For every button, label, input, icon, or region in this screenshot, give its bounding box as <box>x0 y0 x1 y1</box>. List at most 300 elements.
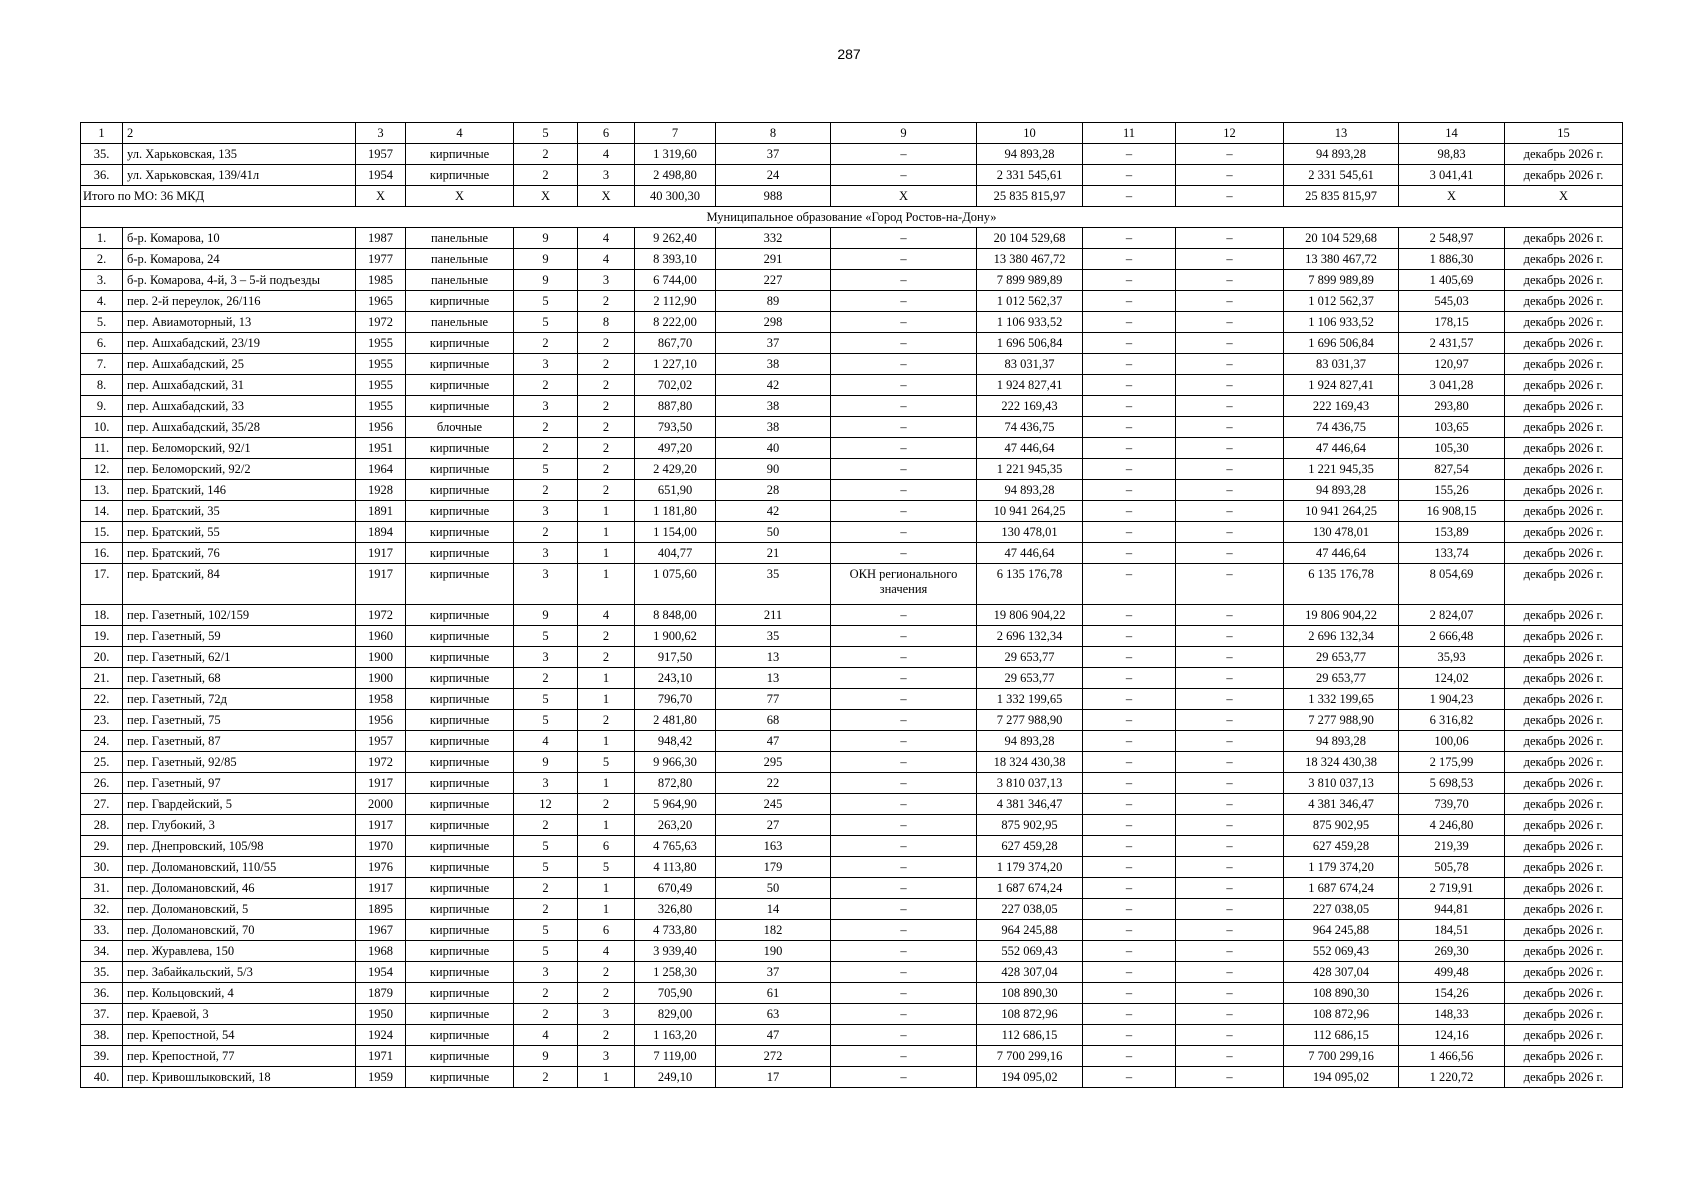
cell-col-1: 15. <box>81 522 123 543</box>
cell-col-14: 4 246,80 <box>1399 815 1505 836</box>
cell-col-13: 4 381 346,47 <box>1284 794 1399 815</box>
cell-col-6: 4 <box>578 228 635 249</box>
table-row <box>81 878 1623 899</box>
cell-col-11: – <box>1083 689 1176 710</box>
cell-col-5: 4 <box>514 1025 578 1046</box>
cell-col-5: 12 <box>514 794 578 815</box>
cell-col-1: 17. <box>81 564 123 605</box>
cell-col-8: 211 <box>716 605 831 626</box>
cell-col-8: 50 <box>716 878 831 899</box>
cell-col-14: 148,33 <box>1399 1004 1505 1025</box>
cell-col-9: – <box>831 333 977 354</box>
cell-col-2: ул. Харьковская, 135 <box>123 144 356 165</box>
cell-col-10: 20 104 529,68 <box>977 228 1083 249</box>
cell-col-15: декабрь 2026 г. <box>1505 144 1623 165</box>
cell-col-14: 944,81 <box>1399 899 1505 920</box>
cell-col-3: 1972 <box>356 752 406 773</box>
cell-col-9: – <box>831 312 977 333</box>
table-row <box>81 668 1623 689</box>
cell-col-11: – <box>1083 354 1176 375</box>
cell-col-9: – <box>831 1067 977 1088</box>
cell-col-11: – <box>1083 668 1176 689</box>
cell-col-6: 2 <box>578 480 635 501</box>
cell-col-12: – <box>1176 941 1284 962</box>
cell-col-11: – <box>1083 501 1176 522</box>
cell-col-10: 2 696 132,34 <box>977 626 1083 647</box>
cell-col-9: – <box>831 605 977 626</box>
cell-col-4: кирпичные <box>406 899 514 920</box>
cell-col-3: 1957 <box>356 144 406 165</box>
cell-col-11: – <box>1083 773 1176 794</box>
cell-col-6: 2 <box>578 417 635 438</box>
table-row <box>81 480 1623 501</box>
cell-col-4: кирпичные <box>406 731 514 752</box>
cell-col-2: пер. Доломановский, 110/55 <box>123 857 356 878</box>
cell-col-2: пер. Беломорский, 92/1 <box>123 438 356 459</box>
table-row <box>81 1067 1623 1088</box>
cell-col-12: – <box>1176 564 1284 605</box>
cell-col-13: 20 104 529,68 <box>1284 228 1399 249</box>
table-row <box>81 312 1623 333</box>
cell-col-15: декабрь 2026 г. <box>1505 501 1623 522</box>
cell-col-11: – <box>1083 1004 1176 1025</box>
cell-col-4: кирпичные <box>406 480 514 501</box>
cell-col-8: 291 <box>716 249 831 270</box>
cell-col-12: – <box>1176 773 1284 794</box>
cell-col-14: 1 904,23 <box>1399 689 1505 710</box>
section-title: Муниципальное образование «Город Ростов-на-Дону» <box>81 207 1623 228</box>
cell-col-4: кирпичные <box>406 773 514 794</box>
cell-col-12: – <box>1176 920 1284 941</box>
cell-col-15: декабрь 2026 г. <box>1505 165 1623 186</box>
cell-col-14: 14 <box>1399 123 1505 144</box>
table-row <box>81 794 1623 815</box>
cell-col-15: декабрь 2026 г. <box>1505 668 1623 689</box>
cell-col-11: – <box>1083 249 1176 270</box>
cell-col-5: 2 <box>514 878 578 899</box>
cell-col-5: 3 <box>514 647 578 668</box>
cell-col-12: – <box>1176 333 1284 354</box>
cell-col-6: 2 <box>578 333 635 354</box>
cell-col-1: 1 <box>81 123 123 144</box>
cell-col-15: декабрь 2026 г. <box>1505 438 1623 459</box>
cell-col-14: 105,30 <box>1399 438 1505 459</box>
cell-col-5: 2 <box>514 480 578 501</box>
cell-col-13: 1 924 827,41 <box>1284 375 1399 396</box>
cell-col-8: 63 <box>716 1004 831 1025</box>
table-row <box>81 710 1623 731</box>
cell-col-9: – <box>831 249 977 270</box>
cell-col-10: 194 095,02 <box>977 1067 1083 1088</box>
cell-col-11: – <box>1083 522 1176 543</box>
cell-col-1: 28. <box>81 815 123 836</box>
cell-col-14: 124,02 <box>1399 668 1505 689</box>
cell-col-9: – <box>831 731 977 752</box>
cell-col-4: кирпичные <box>406 438 514 459</box>
cell-col-4: кирпичные <box>406 647 514 668</box>
cell-col-7: 8 222,00 <box>635 312 716 333</box>
cell-col-2: ул. Харьковская, 139/41л <box>123 165 356 186</box>
cell-col-11: – <box>1083 270 1176 291</box>
cell-col-11: – <box>1083 878 1176 899</box>
cell-col-7: 4 765,63 <box>635 836 716 857</box>
cell-col-9: – <box>831 270 977 291</box>
cell-col-1: 31. <box>81 878 123 899</box>
cell-col-6: 5 <box>578 752 635 773</box>
cell-col-14: 505,78 <box>1399 857 1505 878</box>
cell-col-11: – <box>1083 899 1176 920</box>
cell-col-8: 179 <box>716 857 831 878</box>
cell-col-4: кирпичные <box>406 1025 514 1046</box>
cell-col-11: – <box>1083 228 1176 249</box>
table-row <box>81 333 1623 354</box>
cell-col-2: пер. Газетный, 62/1 <box>123 647 356 668</box>
cell-col-9: – <box>831 962 977 983</box>
cell-col-2: пер. Гвардейский, 5 <box>123 794 356 815</box>
cell-col-13: 627 459,28 <box>1284 836 1399 857</box>
cell-col-4: кирпичные <box>406 543 514 564</box>
cell-col-3: 1955 <box>356 375 406 396</box>
cell-col-11: – <box>1083 920 1176 941</box>
cell-col-15: декабрь 2026 г. <box>1505 941 1623 962</box>
table-row <box>81 438 1623 459</box>
cell-col-10: 428 307,04 <box>977 962 1083 983</box>
cell-col-6: 4 <box>578 941 635 962</box>
cell-col-14: 178,15 <box>1399 312 1505 333</box>
cell-col-2: пер. Братский, 35 <box>123 501 356 522</box>
cell-col-2: пер. Братский, 146 <box>123 480 356 501</box>
cell-col-12: – <box>1176 396 1284 417</box>
cell-col-1: 37. <box>81 1004 123 1025</box>
cell-col-15: декабрь 2026 г. <box>1505 626 1623 647</box>
cell-col-13: 428 307,04 <box>1284 962 1399 983</box>
cell-col-4: 4 <box>406 123 514 144</box>
cell-col-8: 68 <box>716 710 831 731</box>
cell-col-5: 9 <box>514 605 578 626</box>
cell-col-7: 872,80 <box>635 773 716 794</box>
cell-col-8: 13 <box>716 647 831 668</box>
cell-col-14: 3 041,41 <box>1399 165 1505 186</box>
cell-col-12: – <box>1176 899 1284 920</box>
cell-col-10: 74 436,75 <box>977 417 1083 438</box>
cell-col-2: пер. Ашхабадский, 35/28 <box>123 417 356 438</box>
cell-col-14: 6 316,82 <box>1399 710 1505 731</box>
cell-col-13: 3 810 037,13 <box>1284 773 1399 794</box>
cell-col-8: 295 <box>716 752 831 773</box>
cell-col-9: – <box>831 543 977 564</box>
cell-col-10: 10 941 264,25 <box>977 501 1083 522</box>
cell-col-11: – <box>1083 480 1176 501</box>
cell-col-2: пер. Краевой, 3 <box>123 1004 356 1025</box>
cell-col-14: 2 175,99 <box>1399 752 1505 773</box>
cell-col-6: 2 <box>578 710 635 731</box>
cell-col-8: 28 <box>716 480 831 501</box>
cell-col-2: пер. Днепровский, 105/98 <box>123 836 356 857</box>
cell-col-9: – <box>831 1025 977 1046</box>
cell-col-3: 1956 <box>356 710 406 731</box>
cell-col-10: 222 169,43 <box>977 396 1083 417</box>
cell-col-4: кирпичные <box>406 857 514 878</box>
cell-col-3: 1970 <box>356 836 406 857</box>
header-row <box>81 123 1623 144</box>
cell-col-3: 1895 <box>356 899 406 920</box>
cell-col-10: 227 038,05 <box>977 899 1083 920</box>
cell-col-10: 6 135 176,78 <box>977 564 1083 605</box>
cell-col-7: 796,70 <box>635 689 716 710</box>
cell-col-6: 2 <box>578 1025 635 1046</box>
cell-col-7: 8 393,10 <box>635 249 716 270</box>
cell-col-1: 13. <box>81 480 123 501</box>
cell-col-1: 5. <box>81 312 123 333</box>
cell-col-14: 1 405,69 <box>1399 270 1505 291</box>
cell-col-3: 1956 <box>356 417 406 438</box>
cell-col-5: 2 <box>514 144 578 165</box>
cell-col-5: 5 <box>514 710 578 731</box>
cell-col-10: 4 381 346,47 <box>977 794 1083 815</box>
cell-col-13: 94 893,28 <box>1284 480 1399 501</box>
cell-col-9: – <box>831 459 977 480</box>
total-value: X <box>514 186 578 207</box>
cell-col-13: 1 221 945,35 <box>1284 459 1399 480</box>
cell-col-12: – <box>1176 983 1284 1004</box>
cell-col-10: 130 478,01 <box>977 522 1083 543</box>
cell-col-3: 1976 <box>356 857 406 878</box>
cell-col-3: 1917 <box>356 564 406 605</box>
cell-col-9: – <box>831 794 977 815</box>
total-value: 40 300,30 <box>635 186 716 207</box>
table-row <box>81 1004 1623 1025</box>
cell-col-3: 1900 <box>356 668 406 689</box>
cell-col-10: 1 332 199,65 <box>977 689 1083 710</box>
cell-col-9: – <box>831 983 977 1004</box>
cell-col-12: – <box>1176 1067 1284 1088</box>
cell-col-12: – <box>1176 165 1284 186</box>
cell-col-10: 1 012 562,37 <box>977 291 1083 312</box>
cell-col-4: кирпичные <box>406 165 514 186</box>
cell-col-11: – <box>1083 1025 1176 1046</box>
cell-col-14: 2 431,57 <box>1399 333 1505 354</box>
cell-col-1: 35. <box>81 144 123 165</box>
cell-col-14: 2 719,91 <box>1399 878 1505 899</box>
cell-col-1: 16. <box>81 543 123 564</box>
cell-col-4: кирпичные <box>406 1046 514 1067</box>
cell-col-2: б-р. Комарова, 24 <box>123 249 356 270</box>
cell-col-14: 3 041,28 <box>1399 375 1505 396</box>
cell-col-8: 40 <box>716 438 831 459</box>
cell-col-8: 38 <box>716 354 831 375</box>
cell-col-14: 1 220,72 <box>1399 1067 1505 1088</box>
cell-col-7: 404,77 <box>635 543 716 564</box>
cell-col-8: 61 <box>716 983 831 1004</box>
cell-col-9: – <box>831 501 977 522</box>
cell-col-9: – <box>831 857 977 878</box>
table-row <box>81 752 1623 773</box>
cell-col-1: 2. <box>81 249 123 270</box>
cell-col-10: 94 893,28 <box>977 480 1083 501</box>
cell-col-4: панельные <box>406 249 514 270</box>
cell-col-2: пер. 2-й переулок, 26/116 <box>123 291 356 312</box>
cell-col-5: 2 <box>514 668 578 689</box>
cell-col-14: 154,26 <box>1399 983 1505 1004</box>
cell-col-1: 29. <box>81 836 123 857</box>
cell-col-9: – <box>831 396 977 417</box>
cell-col-11: – <box>1083 605 1176 626</box>
cell-col-7: 702,02 <box>635 375 716 396</box>
cell-col-6: 6 <box>578 920 635 941</box>
cell-col-5: 5 <box>514 941 578 962</box>
cell-col-1: 23. <box>81 710 123 731</box>
cell-col-13: 227 038,05 <box>1284 899 1399 920</box>
cell-col-12: – <box>1176 1046 1284 1067</box>
cell-col-10: 47 446,64 <box>977 543 1083 564</box>
cell-col-9: – <box>831 1004 977 1025</box>
cell-col-6: 1 <box>578 522 635 543</box>
cell-col-6: 1 <box>578 668 635 689</box>
cell-col-14: 120,97 <box>1399 354 1505 375</box>
cell-col-7: 9 966,30 <box>635 752 716 773</box>
cell-col-15: декабрь 2026 г. <box>1505 920 1623 941</box>
cell-col-3: 1917 <box>356 773 406 794</box>
cell-col-6: 2 <box>578 375 635 396</box>
cell-col-3: 1917 <box>356 878 406 899</box>
cell-col-9: – <box>831 752 977 773</box>
cell-col-15: декабрь 2026 г. <box>1505 480 1623 501</box>
cell-col-7: 7 119,00 <box>635 1046 716 1067</box>
cell-col-11: – <box>1083 983 1176 1004</box>
cell-col-8: 27 <box>716 815 831 836</box>
cell-col-9: – <box>831 375 977 396</box>
cell-col-6: 1 <box>578 878 635 899</box>
cell-col-4: кирпичные <box>406 710 514 731</box>
cell-col-12: – <box>1176 459 1284 480</box>
cell-col-8: 35 <box>716 626 831 647</box>
cell-col-14: 98,83 <box>1399 144 1505 165</box>
table-row <box>81 605 1623 626</box>
cell-col-15: декабрь 2026 г. <box>1505 1067 1623 1088</box>
cell-col-3: 1964 <box>356 459 406 480</box>
cell-col-8: 77 <box>716 689 831 710</box>
cell-col-10: 1 221 945,35 <box>977 459 1083 480</box>
cell-col-12: – <box>1176 1004 1284 1025</box>
cell-col-1: 6. <box>81 333 123 354</box>
cell-col-12: – <box>1176 962 1284 983</box>
cell-col-1: 25. <box>81 752 123 773</box>
cell-col-1: 24. <box>81 731 123 752</box>
cell-col-2: пер. Крепостной, 77 <box>123 1046 356 1067</box>
cell-col-11: – <box>1083 815 1176 836</box>
table-row <box>81 920 1623 941</box>
cell-col-6: 6 <box>578 836 635 857</box>
cell-col-9: – <box>831 689 977 710</box>
cell-col-5: 2 <box>514 1067 578 1088</box>
cell-col-15: декабрь 2026 г. <box>1505 417 1623 438</box>
cell-col-13: 2 696 132,34 <box>1284 626 1399 647</box>
cell-col-2: б-р. Комарова, 4-й, 3 – 5-й подъезды <box>123 270 356 291</box>
total-value: X <box>831 186 977 207</box>
cell-col-12: 12 <box>1176 123 1284 144</box>
cell-col-8: 22 <box>716 773 831 794</box>
cell-col-8: 8 <box>716 123 831 144</box>
cell-col-15: декабрь 2026 г. <box>1505 836 1623 857</box>
cell-col-6: 2 <box>578 438 635 459</box>
cell-col-11: – <box>1083 857 1176 878</box>
table-row <box>81 689 1623 710</box>
cell-col-10: 627 459,28 <box>977 836 1083 857</box>
cell-col-10: 18 324 430,38 <box>977 752 1083 773</box>
cell-col-5: 3 <box>514 773 578 794</box>
cell-col-2: пер. Доломановский, 70 <box>123 920 356 941</box>
cell-col-14: 100,06 <box>1399 731 1505 752</box>
cell-col-9: – <box>831 941 977 962</box>
cell-col-8: 37 <box>716 333 831 354</box>
cell-col-3: 1959 <box>356 1067 406 1088</box>
cell-col-4: кирпичные <box>406 1067 514 1088</box>
cell-col-10: 7 899 989,89 <box>977 270 1083 291</box>
cell-col-4: кирпичные <box>406 920 514 941</box>
cell-col-10: 2 331 545,61 <box>977 165 1083 186</box>
cell-col-5: 5 <box>514 920 578 941</box>
table-row <box>81 270 1623 291</box>
cell-col-4: кирпичные <box>406 522 514 543</box>
cell-col-1: 12. <box>81 459 123 480</box>
cell-col-13: 83 031,37 <box>1284 354 1399 375</box>
cell-col-12: – <box>1176 375 1284 396</box>
cell-col-11: – <box>1083 941 1176 962</box>
table-row <box>81 983 1623 1004</box>
cell-col-1: 20. <box>81 647 123 668</box>
cell-col-3: 1951 <box>356 438 406 459</box>
cell-col-6: 2 <box>578 354 635 375</box>
cell-col-4: кирпичные <box>406 354 514 375</box>
cell-col-11: – <box>1083 1046 1176 1067</box>
cell-col-15: декабрь 2026 г. <box>1505 647 1623 668</box>
cell-col-5: 5 <box>514 836 578 857</box>
cell-col-15: декабрь 2026 г. <box>1505 291 1623 312</box>
cell-col-3: 1950 <box>356 1004 406 1025</box>
cell-col-10: 47 446,64 <box>977 438 1083 459</box>
total-value: X <box>356 186 406 207</box>
cell-col-2: пер. Братский, 76 <box>123 543 356 564</box>
table-row <box>81 564 1623 605</box>
cell-col-10: 1 696 506,84 <box>977 333 1083 354</box>
cell-col-4: кирпичные <box>406 752 514 773</box>
cell-col-4: кирпичные <box>406 605 514 626</box>
cell-col-7: 867,70 <box>635 333 716 354</box>
cell-col-13: 47 446,64 <box>1284 438 1399 459</box>
cell-col-8: 227 <box>716 270 831 291</box>
cell-col-3: 3 <box>356 123 406 144</box>
cell-col-8: 17 <box>716 1067 831 1088</box>
cell-col-15: декабрь 2026 г. <box>1505 564 1623 605</box>
cell-col-12: – <box>1176 794 1284 815</box>
cell-col-5: 2 <box>514 522 578 543</box>
table-row <box>81 941 1623 962</box>
cell-col-4: кирпичные <box>406 291 514 312</box>
cell-col-6: 6 <box>578 123 635 144</box>
cell-col-15: декабрь 2026 г. <box>1505 270 1623 291</box>
cell-col-13: 10 941 264,25 <box>1284 501 1399 522</box>
table-row <box>81 836 1623 857</box>
cell-col-7: 6 744,00 <box>635 270 716 291</box>
cell-col-13: 7 277 988,90 <box>1284 710 1399 731</box>
cell-col-10: 875 902,95 <box>977 815 1083 836</box>
cell-col-4: кирпичные <box>406 689 514 710</box>
cell-col-15: декабрь 2026 г. <box>1505 1046 1623 1067</box>
cell-col-11: – <box>1083 396 1176 417</box>
cell-col-12: – <box>1176 647 1284 668</box>
cell-col-4: кирпичные <box>406 983 514 1004</box>
cell-col-10: 29 653,77 <box>977 647 1083 668</box>
